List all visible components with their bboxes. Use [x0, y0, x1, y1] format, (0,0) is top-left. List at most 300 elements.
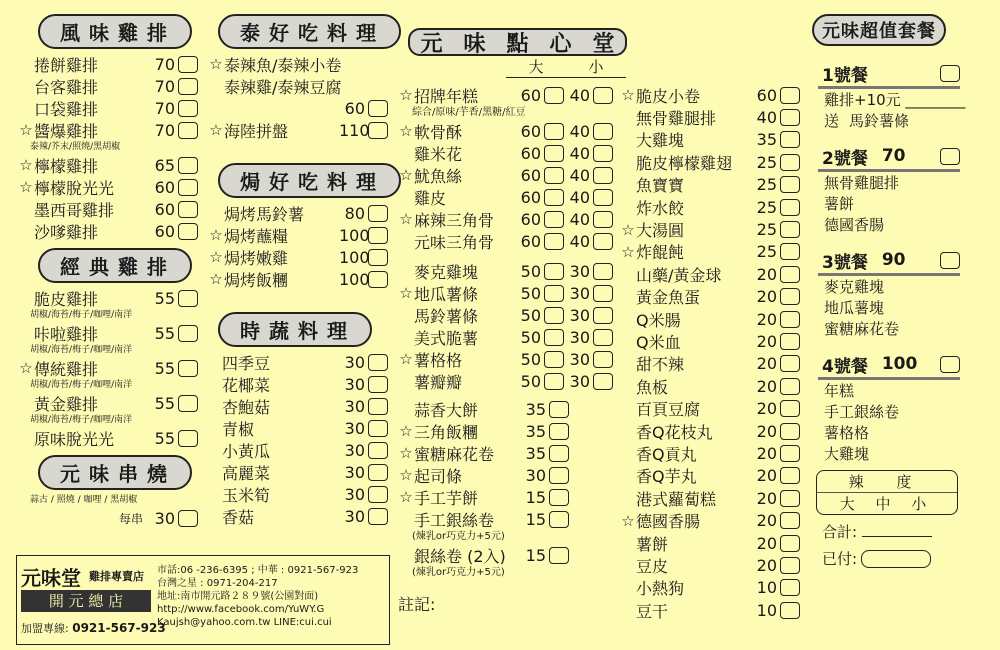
column-set-meals [812, 10, 992, 569]
item-price: 60 [756, 85, 777, 105]
item-price: 10 [756, 600, 777, 620]
column-fried-snacks [620, 84, 800, 621]
item-price: 55 [154, 323, 175, 343]
item-price: 55 [154, 358, 175, 378]
large-checkbox[interactable] [544, 233, 564, 250]
small-checkbox[interactable] [593, 373, 613, 390]
vegetables-list [208, 351, 388, 527]
set-checkbox[interactable] [940, 148, 960, 165]
menu-item-row [620, 308, 800, 330]
spice-title: 辣 度 [817, 471, 957, 493]
set-item [818, 172, 992, 193]
total-field[interactable] [862, 536, 932, 537]
order-checkbox[interactable] [178, 510, 198, 527]
menu-item-row [620, 487, 800, 509]
small-checkbox[interactable] [593, 87, 613, 104]
menu-item-row [208, 97, 388, 119]
set-item [818, 422, 992, 443]
item-name: Q米腸 [636, 310, 681, 330]
email-line[interactable]: Kaujsh@yahoo.com.tw LINE:cui.cui [157, 617, 332, 628]
set-meal[interactable] [818, 60, 992, 131]
item-name: 脆皮檸檬雞翅 [636, 153, 733, 173]
item-price: 20 [756, 287, 777, 307]
order-checkbox[interactable] [780, 87, 800, 104]
menu-item-row [398, 420, 613, 442]
menu-item-row [620, 263, 800, 285]
section-title-classic-chicken: 經典雞排 [38, 248, 192, 283]
menu-item-row [620, 174, 800, 196]
order-checkbox[interactable] [368, 442, 388, 459]
join-label: 加盟專線: [21, 622, 69, 635]
order-checkbox[interactable] [780, 535, 800, 552]
order-checkbox[interactable] [780, 109, 800, 126]
order-checkbox[interactable] [780, 131, 800, 148]
order-checkbox[interactable] [780, 154, 800, 171]
menu-item-row [208, 119, 388, 141]
order-checkbox[interactable] [549, 467, 569, 484]
order-checkbox[interactable] [780, 221, 800, 238]
small-checkbox[interactable] [593, 307, 613, 324]
order-checkbox[interactable] [368, 100, 388, 117]
item-price: 65 [154, 155, 175, 175]
shop-contact [157, 564, 358, 629]
small-checkbox[interactable] [593, 329, 613, 346]
snacks-sized-list [398, 84, 613, 392]
item-price: 25 [756, 175, 777, 195]
order-checkbox[interactable] [178, 179, 198, 196]
section-title-baked-dishes: 焗好吃料理 [218, 163, 401, 198]
star-icon: ☆ [399, 422, 413, 440]
set-item [818, 214, 992, 235]
menu-item-row [398, 398, 613, 420]
section-title-snacks [408, 28, 627, 56]
set-meal[interactable] [818, 143, 992, 235]
large-checkbox[interactable] [544, 285, 564, 302]
spice-levels: 大 中 小 [839, 495, 935, 513]
large-price: 60 [520, 85, 541, 105]
order-checkbox[interactable] [780, 557, 800, 574]
item-name: Q米血 [636, 333, 681, 352]
order-checkbox[interactable] [178, 395, 198, 412]
column-snacks-sized [398, 84, 613, 615]
item-price: 20 [756, 466, 777, 486]
menu-item-row [208, 75, 388, 97]
item-name: 薯餅 [636, 534, 669, 554]
large-checkbox[interactable] [544, 263, 564, 280]
large-checkbox[interactable] [544, 87, 564, 104]
order-checkbox[interactable] [368, 354, 388, 371]
order-checkbox[interactable] [368, 122, 388, 139]
item-name: 大湯圓 [636, 221, 685, 241]
item-name: 檸檬雞排 [34, 156, 99, 176]
set-name: 3號餐 [822, 252, 868, 273]
set-meal-title [818, 143, 960, 172]
small-price: 40 [569, 85, 590, 105]
order-checkbox[interactable] [780, 378, 800, 395]
shop-subtitle: 雞排專賣店 [89, 570, 144, 583]
order-checkbox[interactable] [368, 486, 388, 503]
column-dishes [208, 10, 388, 527]
item-name: 雞米花 [414, 144, 463, 164]
item-price: 35 [525, 399, 546, 419]
small-price: 30 [569, 349, 590, 369]
item-price: 70 [154, 76, 175, 96]
small-price: 40 [569, 187, 590, 207]
order-checkbox[interactable] [178, 223, 198, 240]
order-checkbox[interactable] [178, 430, 198, 447]
menu-item-row [620, 532, 800, 554]
item-name: 海陸拼盤 [224, 121, 289, 141]
item-price: 20 [756, 511, 777, 531]
item-name: 甜不辣 [636, 355, 685, 375]
title-char: 元 [420, 31, 443, 57]
menu-item-row [18, 97, 198, 119]
order-checkbox[interactable] [780, 467, 800, 484]
menu-item-row [222, 395, 388, 417]
set-meal[interactable] [818, 351, 992, 464]
menu-item-row [398, 486, 613, 508]
order-checkbox[interactable] [780, 579, 800, 596]
small-checkbox[interactable] [593, 167, 613, 184]
item-price: 25 [756, 197, 777, 217]
item-name: 咔啦雞排 [34, 324, 99, 344]
column-flavor-chicken [18, 10, 198, 529]
menu-item-row [18, 154, 198, 176]
menu-item-row [222, 505, 388, 527]
small-checkbox[interactable] [593, 263, 613, 280]
item-name: 三角飯糰 [414, 422, 479, 442]
menu-item-row [222, 461, 388, 483]
item-price: 20 [756, 376, 777, 396]
address-line: 地址:南市開元路２８９號(公園對面) [157, 591, 319, 602]
item-name: 美式脆薯 [414, 328, 479, 348]
memo-label: 註記: [398, 595, 436, 614]
menu-item-row [18, 357, 198, 379]
order-checkbox[interactable] [178, 201, 198, 218]
order-checkbox[interactable] [549, 401, 569, 418]
menu-item-row [208, 53, 388, 75]
menu-item-row [620, 353, 800, 375]
order-checkbox[interactable] [178, 290, 198, 307]
star-icon: ☆ [399, 166, 413, 184]
small-checkbox[interactable] [593, 189, 613, 206]
menu-item-row [398, 370, 613, 392]
web-link[interactable]: http://www.facebook.com/YuWY.G [157, 604, 325, 615]
order-checkbox[interactable] [780, 490, 800, 507]
large-checkbox[interactable] [544, 307, 564, 324]
small-checkbox[interactable] [593, 145, 613, 162]
item-name: 黃金雞排 [34, 394, 99, 414]
large-price: 50 [520, 261, 541, 281]
item-name: 沙嗲雞排 [34, 222, 99, 242]
star-icon: ☆ [399, 488, 413, 506]
set-item [818, 401, 992, 422]
item-name: 手工芋餅 [414, 488, 479, 508]
item-name: 泰辣魚/泰辣小卷 [224, 55, 342, 75]
menu-item-row [18, 392, 198, 414]
large-price: 50 [520, 371, 541, 391]
menu-item-row [398, 120, 613, 142]
item-name: 高麗菜 [222, 463, 271, 483]
small-price: 30 [569, 327, 590, 347]
small-price: 40 [569, 121, 590, 141]
order-checkbox[interactable] [178, 360, 198, 377]
item-name: 薯瓣瓣 [414, 372, 463, 392]
small-checkbox[interactable] [593, 233, 613, 250]
item-price: 100 [339, 247, 370, 267]
order-checkbox[interactable] [780, 602, 800, 619]
large-price: 50 [520, 349, 541, 369]
total-row [822, 521, 992, 542]
item-name: 豆皮 [636, 556, 669, 576]
order-checkbox[interactable] [368, 376, 388, 393]
set-meal-list [812, 60, 992, 464]
order-checkbox[interactable] [178, 100, 198, 117]
item-options: 胡椒/海苔/梅子/咖哩/南洋 [30, 345, 133, 355]
order-checkbox[interactable] [780, 288, 800, 305]
order-checkbox[interactable] [368, 271, 388, 288]
order-checkbox[interactable] [780, 355, 800, 372]
item-name: 杏鮑菇 [222, 397, 271, 417]
order-checkbox[interactable] [780, 400, 800, 417]
order-checkbox[interactable] [780, 199, 800, 216]
star-icon: ☆ [399, 284, 413, 302]
order-checkbox[interactable] [780, 243, 800, 260]
item-name: 香Q芋丸 [636, 467, 697, 487]
item-price: 60 [154, 199, 175, 219]
order-checkbox[interactable] [178, 78, 198, 95]
menu-item-row [620, 286, 800, 308]
set-item-name: 蜜糖麻花卷 [824, 320, 900, 338]
menu-item-row [620, 241, 800, 263]
order-checkbox[interactable] [780, 333, 800, 350]
set-checkbox[interactable] [940, 252, 960, 269]
set-meal-title [818, 60, 960, 89]
menu-item-row [208, 268, 388, 290]
item-name: 軟骨酥 [414, 122, 463, 142]
star-icon: ☆ [19, 359, 33, 377]
menu-item-row [398, 304, 613, 326]
item-price: 25 [756, 220, 777, 240]
item-price: 20 [756, 533, 777, 553]
order-checkbox[interactable] [368, 249, 388, 266]
size-labels [506, 56, 626, 78]
menu-item-row [398, 544, 613, 566]
item-price: 30 [344, 396, 365, 416]
title-char: 堂 [592, 31, 615, 57]
item-price: 100 [339, 225, 370, 245]
fried-snacks-list [620, 84, 800, 621]
item-name: 魚寶寶 [636, 176, 685, 196]
item-price: 60 [344, 98, 365, 118]
item-name: 薯格格 [414, 350, 463, 370]
menu-item-row [620, 554, 800, 576]
item-price: 55 [154, 393, 175, 413]
order-checkbox[interactable] [549, 489, 569, 506]
phone-line: 市話:06 -236-6395 ; 中華 : 0921-567-923 [157, 565, 359, 576]
item-price: 40 [756, 108, 777, 128]
section-title-thai-dishes: 泰好吃料理 [218, 14, 401, 49]
order-checkbox[interactable] [368, 420, 388, 437]
order-checkbox[interactable] [178, 56, 198, 73]
mobile-line: 台灣之星 : 0971-204-217 [157, 578, 278, 589]
menu-item-row [398, 230, 613, 252]
menu-item-row [18, 427, 198, 449]
order-checkbox[interactable] [368, 508, 388, 525]
set-item [818, 276, 992, 297]
item-price: 70 [154, 120, 175, 140]
large-price: 60 [520, 165, 541, 185]
set-item-name: 薯餅 [824, 195, 855, 213]
total-label: 合計: [822, 523, 858, 541]
item-price: 20 [756, 488, 777, 508]
large-price: 60 [520, 231, 541, 251]
order-checkbox[interactable] [780, 512, 800, 529]
order-checkbox[interactable] [368, 464, 388, 481]
small-checkbox[interactable] [593, 351, 613, 368]
item-price: 55 [154, 288, 175, 308]
item-options: (煉乳or巧克力+5元) [412, 567, 505, 578]
order-checkbox[interactable] [549, 511, 569, 528]
star-icon: ☆ [399, 350, 413, 368]
order-checkbox[interactable] [780, 423, 800, 440]
order-checkbox[interactable] [178, 325, 198, 342]
menu-item-row [18, 322, 198, 344]
item-price: 15 [525, 487, 546, 507]
large-checkbox[interactable] [544, 145, 564, 162]
small-checkbox[interactable] [593, 123, 613, 140]
order-checkbox[interactable] [780, 266, 800, 283]
size-large-label: 大 [528, 58, 544, 76]
large-price: 50 [520, 283, 541, 303]
small-checkbox[interactable] [593, 211, 613, 228]
large-checkbox[interactable] [544, 123, 564, 140]
order-checkbox[interactable] [780, 445, 800, 462]
item-name: 焗烤飯糰 [224, 270, 289, 290]
item-name: 醬爆雞排 [34, 121, 99, 141]
set-meal[interactable] [818, 247, 992, 339]
star-icon: ☆ [621, 220, 635, 239]
item-price: 30 [344, 418, 365, 438]
large-checkbox[interactable] [544, 329, 564, 346]
item-name: 手工銀絲卷 [414, 510, 495, 530]
section-title-vegetables: 時蔬料理 [218, 312, 372, 347]
order-checkbox[interactable] [780, 176, 800, 193]
menu-item-row [18, 176, 198, 198]
item-options: 綜合/原味/芋香/黑糖/紅豆 [412, 107, 526, 118]
item-price: 30 [344, 374, 365, 394]
item-price: 20 [756, 421, 777, 441]
order-checkbox[interactable] [178, 157, 198, 174]
large-price: 50 [520, 327, 541, 347]
item-name: 香Q貢丸 [636, 444, 697, 464]
paid-field[interactable] [861, 550, 931, 568]
set-item [818, 443, 992, 464]
menu-item-row [18, 119, 198, 141]
item-name: 魷魚絲 [414, 166, 463, 186]
paid-label: 已付: [822, 550, 858, 568]
item-price: 10 [756, 578, 777, 598]
order-checkbox[interactable] [368, 205, 388, 222]
title-char: 味 [463, 31, 486, 57]
order-checkbox[interactable] [549, 423, 569, 440]
item-name: 山藥/黃金球 [636, 265, 722, 285]
menu-item-row [620, 442, 800, 464]
title-char: 點 [506, 31, 529, 57]
set-checkbox[interactable] [940, 356, 960, 373]
item-name: 起司條 [414, 466, 463, 486]
snacks-single-list [398, 398, 613, 580]
order-checkbox[interactable] [178, 122, 198, 139]
item-name: 脆皮雞排 [34, 289, 99, 309]
item-options: 胡椒/海苔/梅子/咖哩/南洋 [30, 415, 133, 425]
thai-dishes-list [208, 53, 388, 141]
item-price: 20 [756, 354, 777, 374]
order-checkbox[interactable] [549, 445, 569, 462]
set-item-name: 麥克雞塊 [824, 278, 885, 296]
order-checkbox[interactable] [368, 227, 388, 244]
item-price: 110 [339, 120, 370, 140]
item-name: 馬鈴薯條 [414, 306, 479, 326]
item-name: 檸檬脫光光 [34, 178, 115, 198]
star-icon: ☆ [19, 156, 33, 174]
large-checkbox[interactable] [544, 211, 564, 228]
menu-item-row [18, 287, 198, 309]
shop-name: 元味堂 [21, 566, 81, 590]
set-name: 4號餐 [822, 356, 868, 377]
menu-item-row [398, 208, 613, 230]
small-checkbox[interactable] [593, 285, 613, 302]
set-name: 2號餐 [822, 148, 868, 169]
spice-level-box[interactable] [816, 470, 958, 515]
item-options: (煉乳or巧克力+5元) [412, 531, 505, 542]
item-price: 30 [525, 465, 546, 485]
item-name: 黃金魚蛋 [636, 288, 701, 308]
large-checkbox[interactable] [544, 351, 564, 368]
menu-item-row [398, 260, 613, 282]
menu-item-row [620, 151, 800, 173]
item-price: 60 [154, 221, 175, 241]
order-checkbox[interactable] [549, 547, 569, 564]
item-name: 四季豆 [222, 353, 271, 373]
flavor-chicken-list [18, 53, 198, 242]
large-checkbox[interactable] [544, 167, 564, 184]
item-price: 100 [339, 269, 370, 289]
set-price: 90 [881, 250, 906, 270]
item-price: 20 [756, 331, 777, 351]
item-name: 台客雞排 [34, 77, 99, 97]
menu-item-row [18, 220, 198, 242]
item-name: 麥克雞塊 [414, 262, 479, 282]
set-meal-title [818, 247, 960, 276]
set-price: 70 [881, 146, 906, 166]
large-checkbox[interactable] [544, 373, 564, 390]
order-checkbox[interactable] [368, 398, 388, 415]
large-checkbox[interactable] [544, 189, 564, 206]
order-checkbox[interactable] [780, 311, 800, 328]
item-name: 魚板 [636, 377, 669, 397]
set-checkbox[interactable] [940, 65, 960, 82]
baked-dishes-list [208, 202, 388, 290]
star-icon: ☆ [209, 55, 223, 73]
item-price: 20 [756, 264, 777, 284]
item-name: 銀絲卷 (2入) [414, 546, 506, 566]
shop-branch: 開 元 總 店 [21, 590, 151, 612]
menu-item-row [222, 417, 388, 439]
item-name: 百頁豆腐 [636, 400, 701, 420]
menu-item-row [620, 599, 800, 621]
set-item [818, 297, 992, 318]
